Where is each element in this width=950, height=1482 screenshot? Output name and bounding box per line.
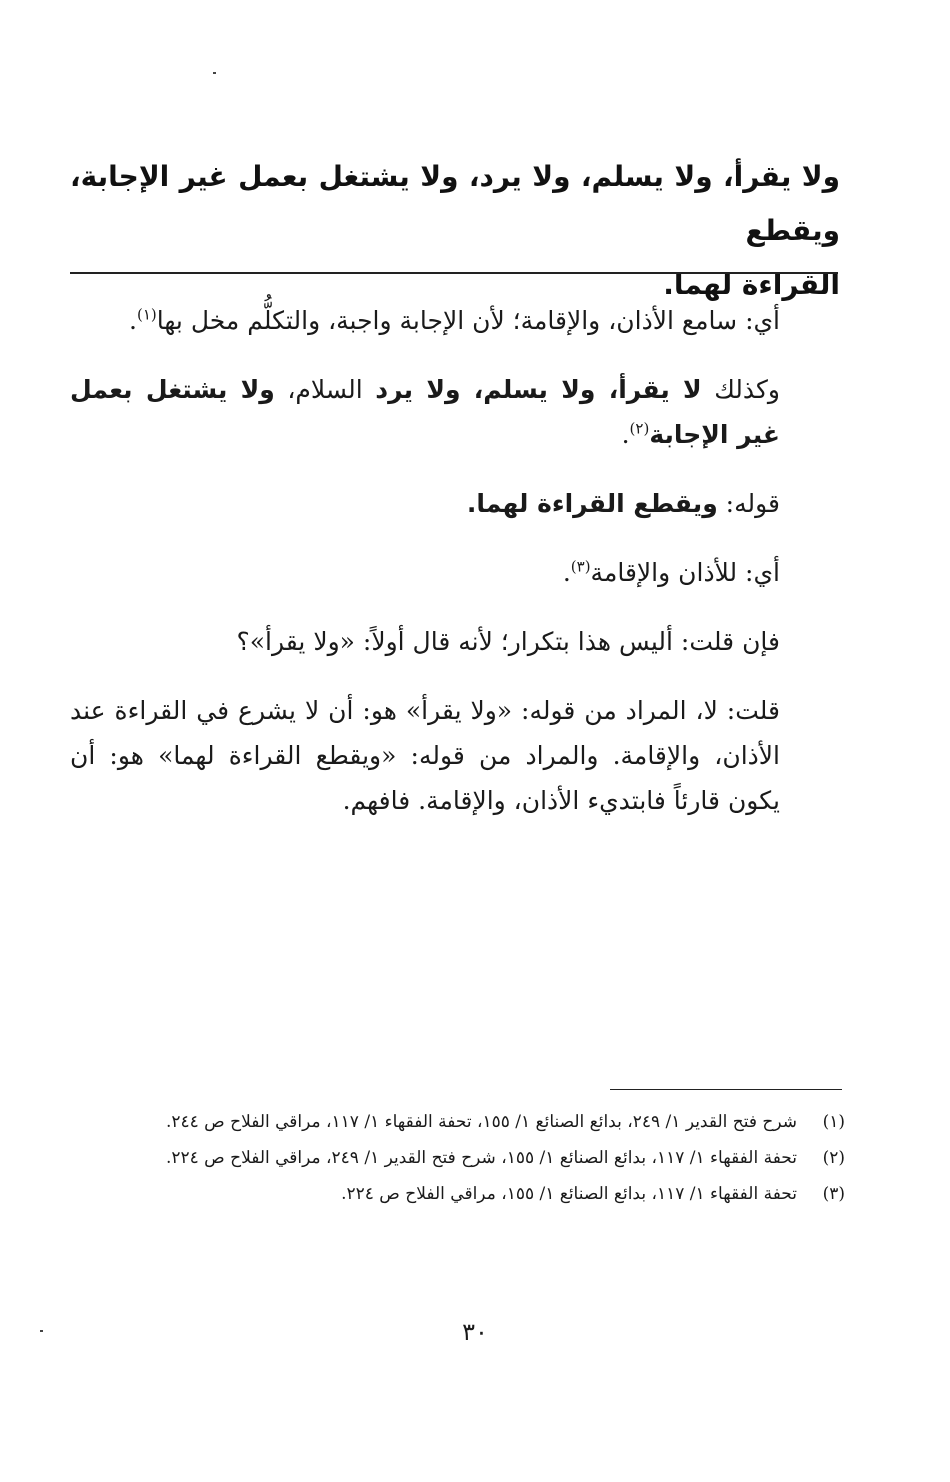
footnote-2 bbox=[70, 1140, 845, 1176]
page-number: ٣٠ bbox=[462, 1318, 488, 1346]
footnote-number: (١) bbox=[822, 1112, 845, 1132]
footnotes bbox=[70, 1104, 845, 1212]
paragraph-text: أي: سامع الأذان، والإقامة؛ لأن الإجابة واجبة، والتكلُّم مخل بها bbox=[156, 306, 780, 335]
footnote-3 bbox=[70, 1176, 845, 1212]
paragraph-text: فإن قلت: أليس هذا بتكرار؛ لأنه قال أولاً: «ولا يقرأ»؟ bbox=[236, 627, 780, 656]
footnote-number: (٣) bbox=[822, 1184, 845, 1204]
commentary-paragraph-3 bbox=[70, 481, 840, 526]
footnote-text: تحفة الفقهاء ١/ ١١٧، بدائع الصنائع ١/ ١٥٥، شرح فتح القدير ١/ ٢٤٩، مراقي الفلاح ص ٢٢٤. bbox=[165, 1148, 797, 1168]
paragraph-text: أي: للأذان والإقامة bbox=[590, 558, 780, 587]
footnote-separator bbox=[610, 1089, 842, 1090]
punctuation: . bbox=[621, 420, 630, 449]
footnote-number: (٢) bbox=[822, 1148, 845, 1168]
footnote-1 bbox=[70, 1104, 845, 1140]
footnote-ref: (٣) bbox=[570, 557, 591, 576]
commentary-paragraph-1 bbox=[70, 298, 840, 343]
quoted-matn: لا يقرأ، ولا يسلم، ولا يرد bbox=[375, 375, 702, 404]
paragraph-text: وكذلك bbox=[701, 375, 780, 404]
commentary-paragraph-4 bbox=[70, 550, 840, 595]
quoted-matn: ولا يشتغل بعمل غير الإجابة bbox=[70, 375, 780, 449]
matn-line-2: القراءة لهما. bbox=[663, 268, 840, 301]
quoted-matn: ويقطع القراءة لهما. bbox=[466, 489, 718, 518]
commentary-paragraph-2 bbox=[70, 367, 840, 457]
paragraph-text: قوله: bbox=[717, 489, 780, 518]
footnote-text: شرح فتح القدير ١/ ٢٤٩، بدائع الصنائع ١/ ١٥٥، تحفة الفقهاء ١/ ١١٧، مراقي الفلاح ص ٢٤٤. bbox=[165, 1112, 797, 1132]
footnote-ref: (٢) bbox=[629, 419, 650, 438]
scan-speck bbox=[213, 72, 216, 74]
commentary-paragraph-6 bbox=[70, 688, 840, 823]
paragraph-text: قلت: لا، المراد من قوله: «ولا يقرأ» هو: أن لا يشرع في القراءة عند الأذان، والإقامة. والمراد من قوله: «ويقطع القراءة لهما» هو: أن يكون قارئاً فابتديء الأذان، والإقامة. فافهم. bbox=[70, 696, 780, 815]
matn-line-1: ولا يقرأ، ولا يسلم، ولا يرد، ولا يشتغل بعمل غير الإجابة، ويقطع bbox=[70, 160, 840, 247]
commentary-text bbox=[70, 298, 840, 847]
matn-separator bbox=[70, 272, 838, 274]
punctuation: . bbox=[129, 306, 137, 335]
matn-text bbox=[70, 150, 840, 312]
footnote-text: تحفة الفقهاء ١/ ١١٧، بدائع الصنائع ١/ ١٥٥، مراقي الفلاح ص ٢٢٤. bbox=[341, 1184, 797, 1204]
commentary-paragraph-5 bbox=[70, 619, 840, 664]
punctuation: . bbox=[562, 558, 571, 587]
paragraph-text: السلام، bbox=[274, 375, 376, 404]
footnote-ref: (١) bbox=[137, 305, 157, 324]
